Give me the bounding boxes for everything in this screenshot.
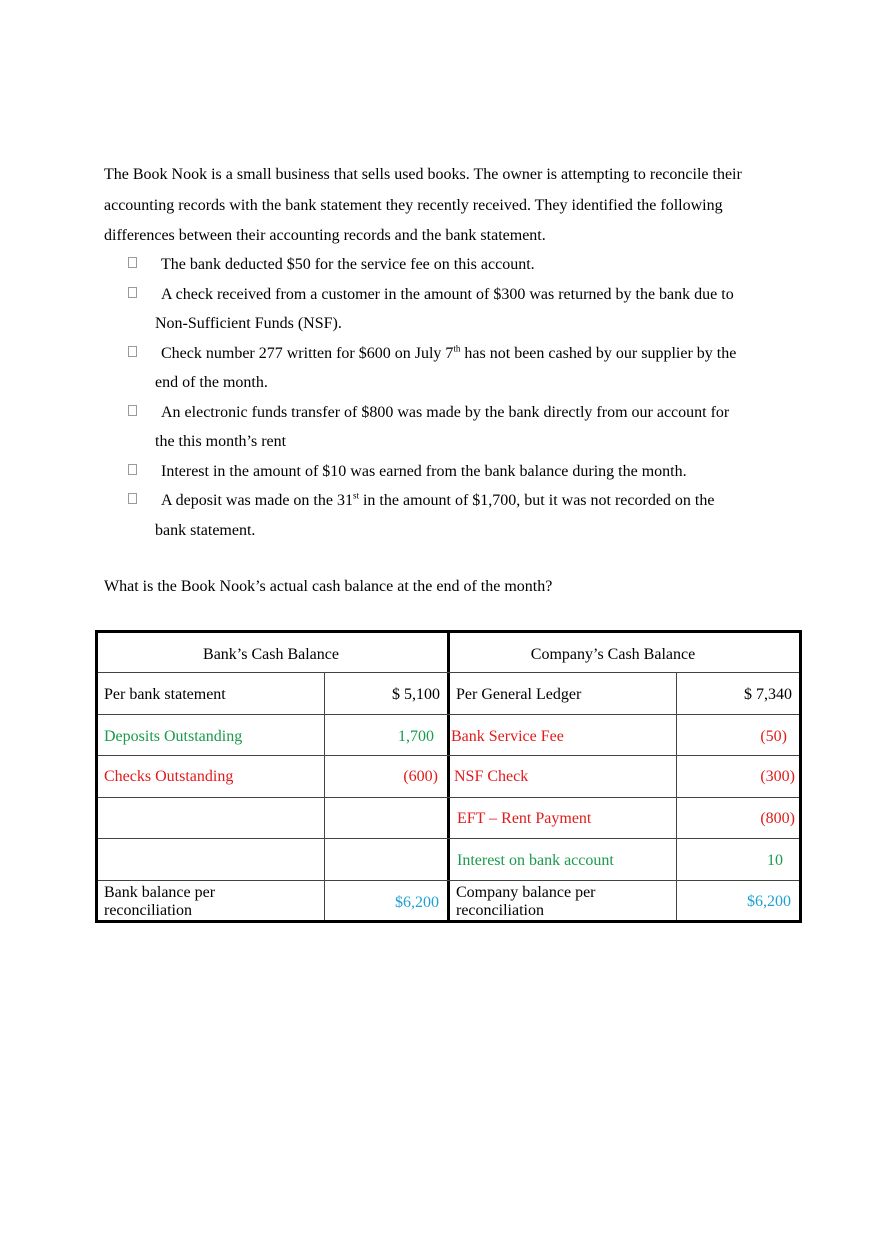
company-row-label: Interest on bank account [457,852,614,869]
list-item-text [161,492,714,509]
bank-row-amount: 1,700 [398,728,434,745]
row-divider [98,797,799,798]
list-item-continuation: end of the month. [155,374,268,391]
checkbox-icon [128,405,137,416]
bank-balance-header: Bank’s Cash Balance [203,646,339,663]
bank-row-label: Per bank statement [104,686,226,703]
bank-total-amount: $6,200 [395,894,439,911]
row-divider [98,880,799,881]
checkbox-icon [128,346,137,357]
checkbox-icon [128,464,137,475]
list-item-text: Interest in the amount of $10 was earned from the bank balance during the month. [161,462,687,480]
company-row-amount: (50) [760,728,787,745]
differences-list [126,250,796,545]
row-divider [98,672,799,673]
row-divider [98,714,799,715]
question-text: What is the Book Nook’s actual cash balance at the end of the month? [104,578,553,595]
company-total-label: Company balance per reconciliation [456,884,596,919]
checkbox-icon [128,493,137,504]
bank-total-label: Bank balance per reconciliation [104,884,216,919]
list-item [126,457,796,487]
company-total-amount: $6,200 [747,893,791,910]
list-item-continuation: Non-Sufficient Funds (NSF). [155,315,342,332]
bank-row-label: Deposits Outstanding [104,728,243,745]
list-item [126,280,796,339]
bank-row-label: Checks Outstanding [104,768,234,785]
ordinal-suffix: st [352,490,359,501]
text-segment: has not been cashed by our supplier by the [460,344,737,362]
company-row-label: EFT – Rent Payment [457,810,592,827]
list-item [126,398,796,457]
row-divider [98,838,799,839]
bank-row-amount: (600) [403,768,438,785]
company-row-amount: (800) [760,810,795,827]
intro-paragraph: The Book Nook is a small business that sells used books. The owner is attempting to reconcile their accounting records with the bank statement they recently received. They identified the following differences between their accounting records and the bank statement. [104,166,742,245]
list-item-text [161,345,736,362]
list-item-text: A check received from a customer in the amount of $300 was returned by the bank due to [161,285,734,303]
list-item-continuation: the this month’s rent [155,433,287,450]
text-segment: in the amount of $1,700, but it was not recorded on the [358,492,715,509]
list-item [126,250,796,280]
reconciliation-table [95,630,802,923]
text-segment: Check number 277 written for $600 on July 7 [161,344,454,362]
list-item [126,486,796,545]
row-divider [98,755,799,756]
text-segment: A deposit was made on the 31 [161,492,353,509]
company-row-amount: 10 [767,852,783,869]
company-row-label: NSF Check [454,768,529,785]
column-divider [676,672,677,920]
center-divider [447,633,450,920]
company-row-label: Bank Service Fee [451,728,564,745]
list-item-text: The bank deducted $50 for the service fee on this account. [161,256,535,273]
bank-row-amount: $ 5,100 [392,686,440,703]
list-item-text: An electronic funds transfer of $800 was made by the bank directly from our account for [161,403,730,421]
list-item [126,339,796,398]
company-row-amount: (300) [760,768,795,785]
ordinal-suffix: th [453,343,461,354]
checkbox-icon [128,287,137,298]
company-balance-header: Company’s Cash Balance [530,646,696,663]
list-item-continuation: bank statement. [155,521,256,539]
company-row-amount: $ 7,340 [744,686,792,703]
checkbox-icon [128,257,137,268]
company-row-label: Per General Ledger [456,686,582,703]
column-divider [324,672,325,920]
